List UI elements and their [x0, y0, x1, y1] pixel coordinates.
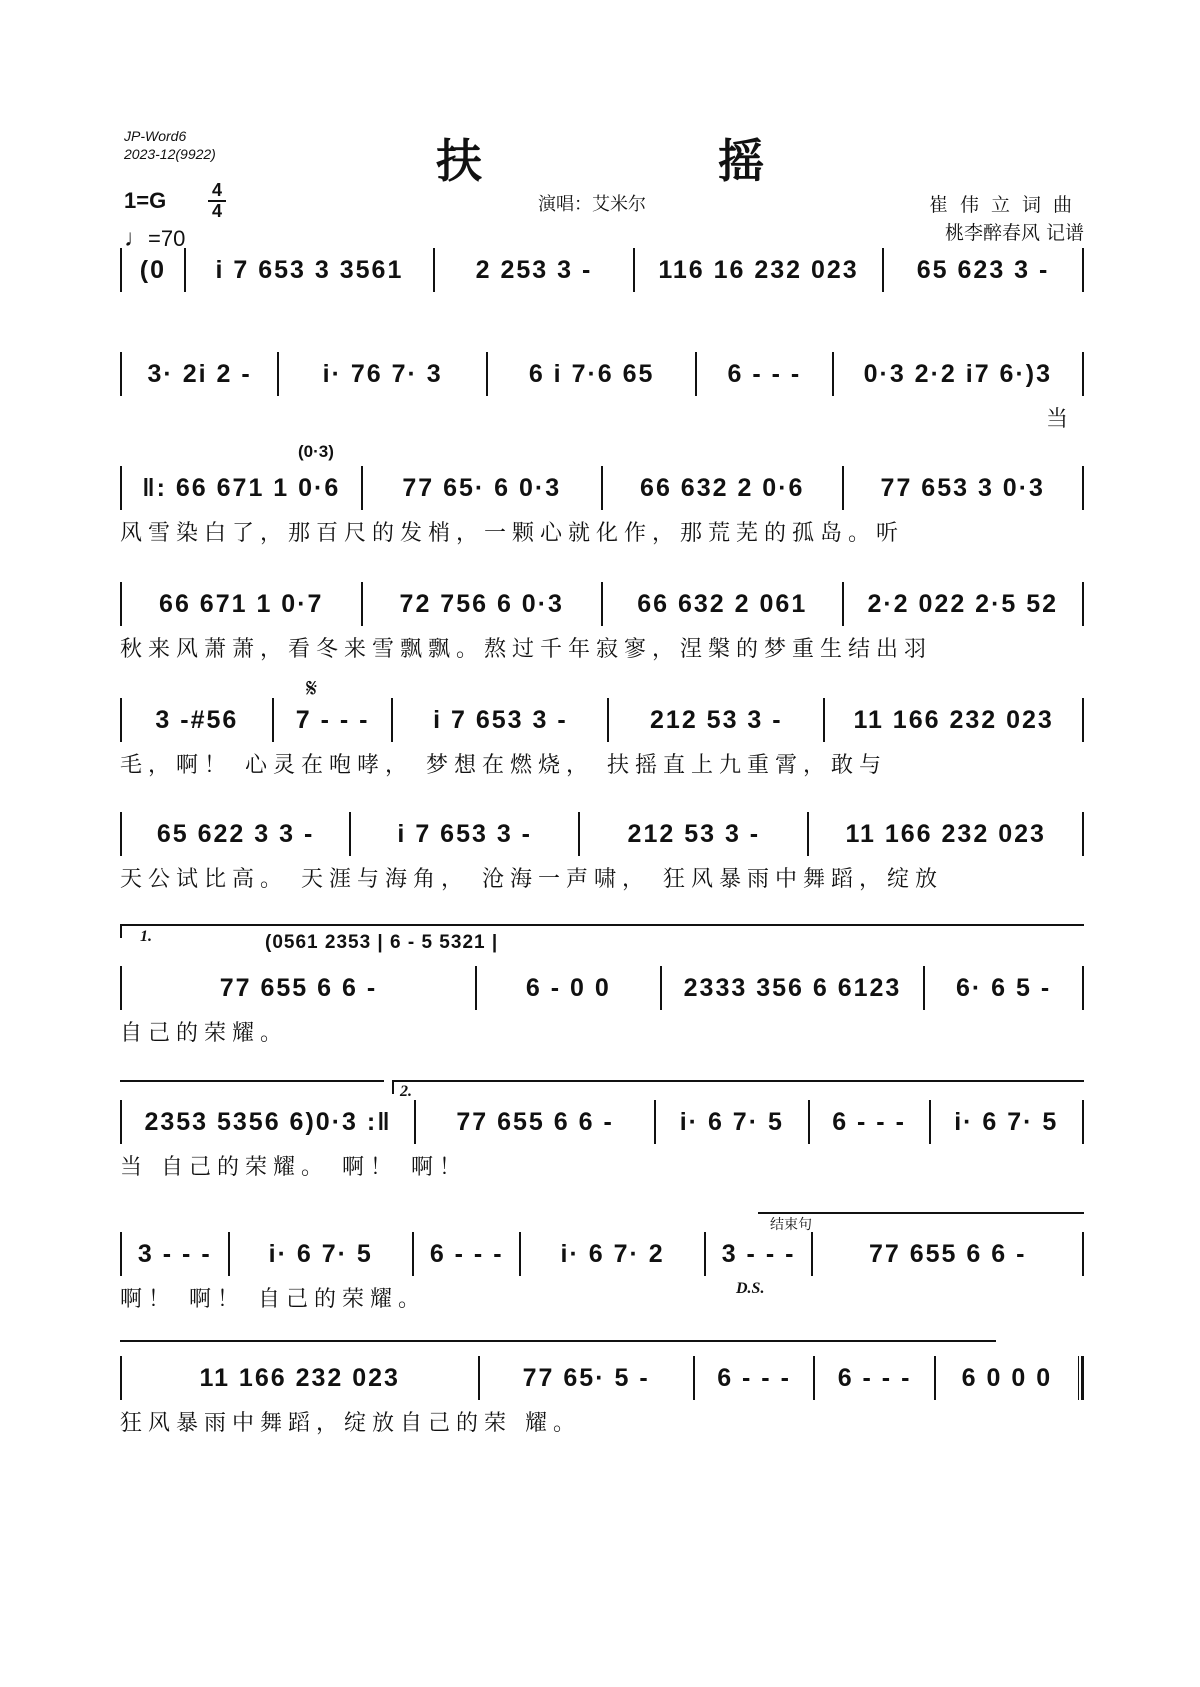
measure: 2·2 022 2·5 52 [867, 589, 1059, 618]
measure: 77 655 6 6 - [122, 966, 477, 1010]
measure: 65 623 3 - [916, 255, 1050, 284]
measure: 65 622 3 3 - [122, 812, 351, 856]
measure: (0 [122, 248, 186, 292]
volta-bracket-2-tick [392, 1080, 394, 1094]
measure: 77 655 6 6 - [416, 1100, 656, 1144]
staff-line [120, 812, 1084, 856]
measure: 77 65· 5 - [480, 1356, 695, 1400]
staff-line [120, 966, 1084, 1010]
measure: 6 - - - [815, 1356, 936, 1400]
score-system-2 [120, 352, 1084, 436]
segno-icon: 𝄋 [306, 674, 318, 704]
staff-line [120, 352, 1084, 396]
measure: i 7 653 3 - [351, 812, 580, 856]
volta-1-label: 1. [140, 928, 152, 945]
measure: 66 632 2 061 [603, 582, 844, 626]
measure: 6 - - - [414, 1232, 522, 1276]
measure: 6 - - - [810, 1100, 931, 1144]
measure: 11 166 232 023 [845, 819, 1046, 848]
measure: 77 65· 6 0·3 [363, 466, 604, 510]
measure: 72 756 6 0·3 [363, 582, 604, 626]
volta-bracket-1-end [120, 1080, 384, 1082]
volta-bracket-1 [120, 924, 1084, 926]
measure: 7 - - - [274, 698, 394, 742]
measure: 116 16 232 023 [635, 248, 884, 292]
time-signature [206, 181, 228, 221]
lyric-line: 毛，啊！ 心灵在咆哮， 梦想在燃烧， 扶摇直上九重霄，敢与 [120, 753, 887, 778]
composer-credit: 崔伟立词曲 [928, 194, 1084, 216]
measure: 3· 2i 2 - [122, 352, 279, 396]
measure: 6· 6 5 - [955, 973, 1052, 1002]
lyric-line: 啊！ 啊！ 自己的荣耀。 [120, 1287, 426, 1312]
measure: 2353 5356 6)0·3 :‖ [122, 1100, 416, 1144]
measure: 11 166 232 023 [853, 705, 1054, 734]
measure: i· 6 7· 2 [521, 1232, 705, 1276]
lyric-line: 狂风暴雨中舞蹈，绽放自己的荣 耀。 [120, 1411, 581, 1436]
alternate-accompaniment: (0561 2353 | 6 - 5 5321 | [265, 932, 499, 953]
measure: 6 i 7·6 65 [488, 352, 697, 396]
time-signature-bottom: 4 [211, 201, 222, 221]
software-name: JP-Word6 [124, 128, 187, 144]
staff-line [120, 466, 1084, 510]
volta-bracket-2 [392, 1080, 1084, 1082]
lyric-line: 天公试比高。 天涯与海角， 沧海一声啸， 狂风暴雨中舞蹈，绽放 [120, 867, 943, 892]
date-code: 2023-12(9922) [124, 146, 216, 162]
measure: 77 653 3 0·3 [880, 473, 1045, 502]
staff-line [120, 582, 1084, 626]
measure: i· 6 7· 5 [230, 1232, 414, 1276]
score-system-6 [120, 812, 1084, 896]
alternate-pickup: (0·3) [298, 442, 334, 461]
measure: 66 671 1 0·7 [122, 582, 363, 626]
measure: i· 6 7· 5 [656, 1100, 809, 1144]
key-signature: 1=G [124, 188, 167, 213]
measure: i· 76 7· 3 [279, 352, 488, 396]
staff-line [120, 1232, 1084, 1276]
lyric-line: 当 [1045, 407, 1074, 432]
staff-line [120, 698, 1084, 742]
staff-line [120, 248, 1084, 292]
staff-line [120, 1100, 1084, 1144]
measure: 6 - - - [697, 352, 834, 396]
measure: i 7 653 3 - [393, 698, 609, 742]
score-system-10 [120, 1356, 1084, 1440]
score-system-7 [120, 966, 1084, 1050]
measure: 6 - 0 0 [477, 966, 662, 1010]
transcriber-credit: 桃李醉春风 记谱 [944, 222, 1084, 244]
measure: 2 253 3 - [435, 248, 635, 292]
score-system-3 [120, 466, 1084, 550]
score-system-9 [120, 1232, 1084, 1316]
tempo-value: =70 [148, 226, 186, 251]
measure: i 7 653 3 3561 [186, 248, 435, 292]
measure: 3 - - - [706, 1232, 814, 1276]
coda-bracket-end [120, 1340, 996, 1342]
time-signature-top: 4 [211, 180, 222, 200]
measure: 0·3 2·2 i7 6·)3 [863, 359, 1053, 388]
score-system-1 [120, 248, 1084, 292]
measure: 212 53 3 - [609, 698, 825, 742]
lyric-line: 当 自己的荣耀。 啊！ 啊！ [120, 1155, 467, 1180]
coda-label: 结束句 [770, 1217, 812, 1233]
singer-credit: 演唱：艾米尔 [538, 194, 646, 215]
score-system-5 [120, 698, 1084, 782]
measure: 6 0 0 0 [936, 1356, 1082, 1400]
measure: 3 -#56 [122, 698, 274, 742]
measure: i· 6 7· 5 [954, 1107, 1059, 1136]
measure: 6 - - - [695, 1356, 816, 1400]
score-system-8 [120, 1100, 1084, 1184]
measure: 2333 356 6 6123 [662, 966, 925, 1010]
measure: ‖: 66 671 1 0·6 [122, 466, 363, 510]
score-system-4 [120, 582, 1084, 666]
volta-2-label: 2. [400, 1083, 412, 1100]
quarter-note-icon: ♩ [124, 225, 148, 252]
dal-segno-marking: D.S. [736, 1280, 765, 1297]
measure: 3 - - - [122, 1232, 230, 1276]
measure: 66 632 2 0·6 [603, 466, 844, 510]
measure: 77 655 6 6 - [868, 1239, 1027, 1268]
song-title: 扶 摇 [435, 134, 874, 188]
lyric-line: 风雪染白了，那百尺的发梢，一颗心就化作，那荒芜的孤岛。听 [120, 521, 905, 546]
lyric-line: 自己的荣耀。 [120, 1021, 289, 1046]
volta-bracket-1-tick [120, 924, 122, 938]
lyric-line: 秋来风萧萧，看冬来雪飘飘。熬过千年寂寥，涅槃的梦重生结出羽 [120, 637, 933, 662]
measure: 11 166 232 023 [122, 1356, 480, 1400]
staff-line [120, 1356, 1084, 1400]
measure: 212 53 3 - [580, 812, 809, 856]
